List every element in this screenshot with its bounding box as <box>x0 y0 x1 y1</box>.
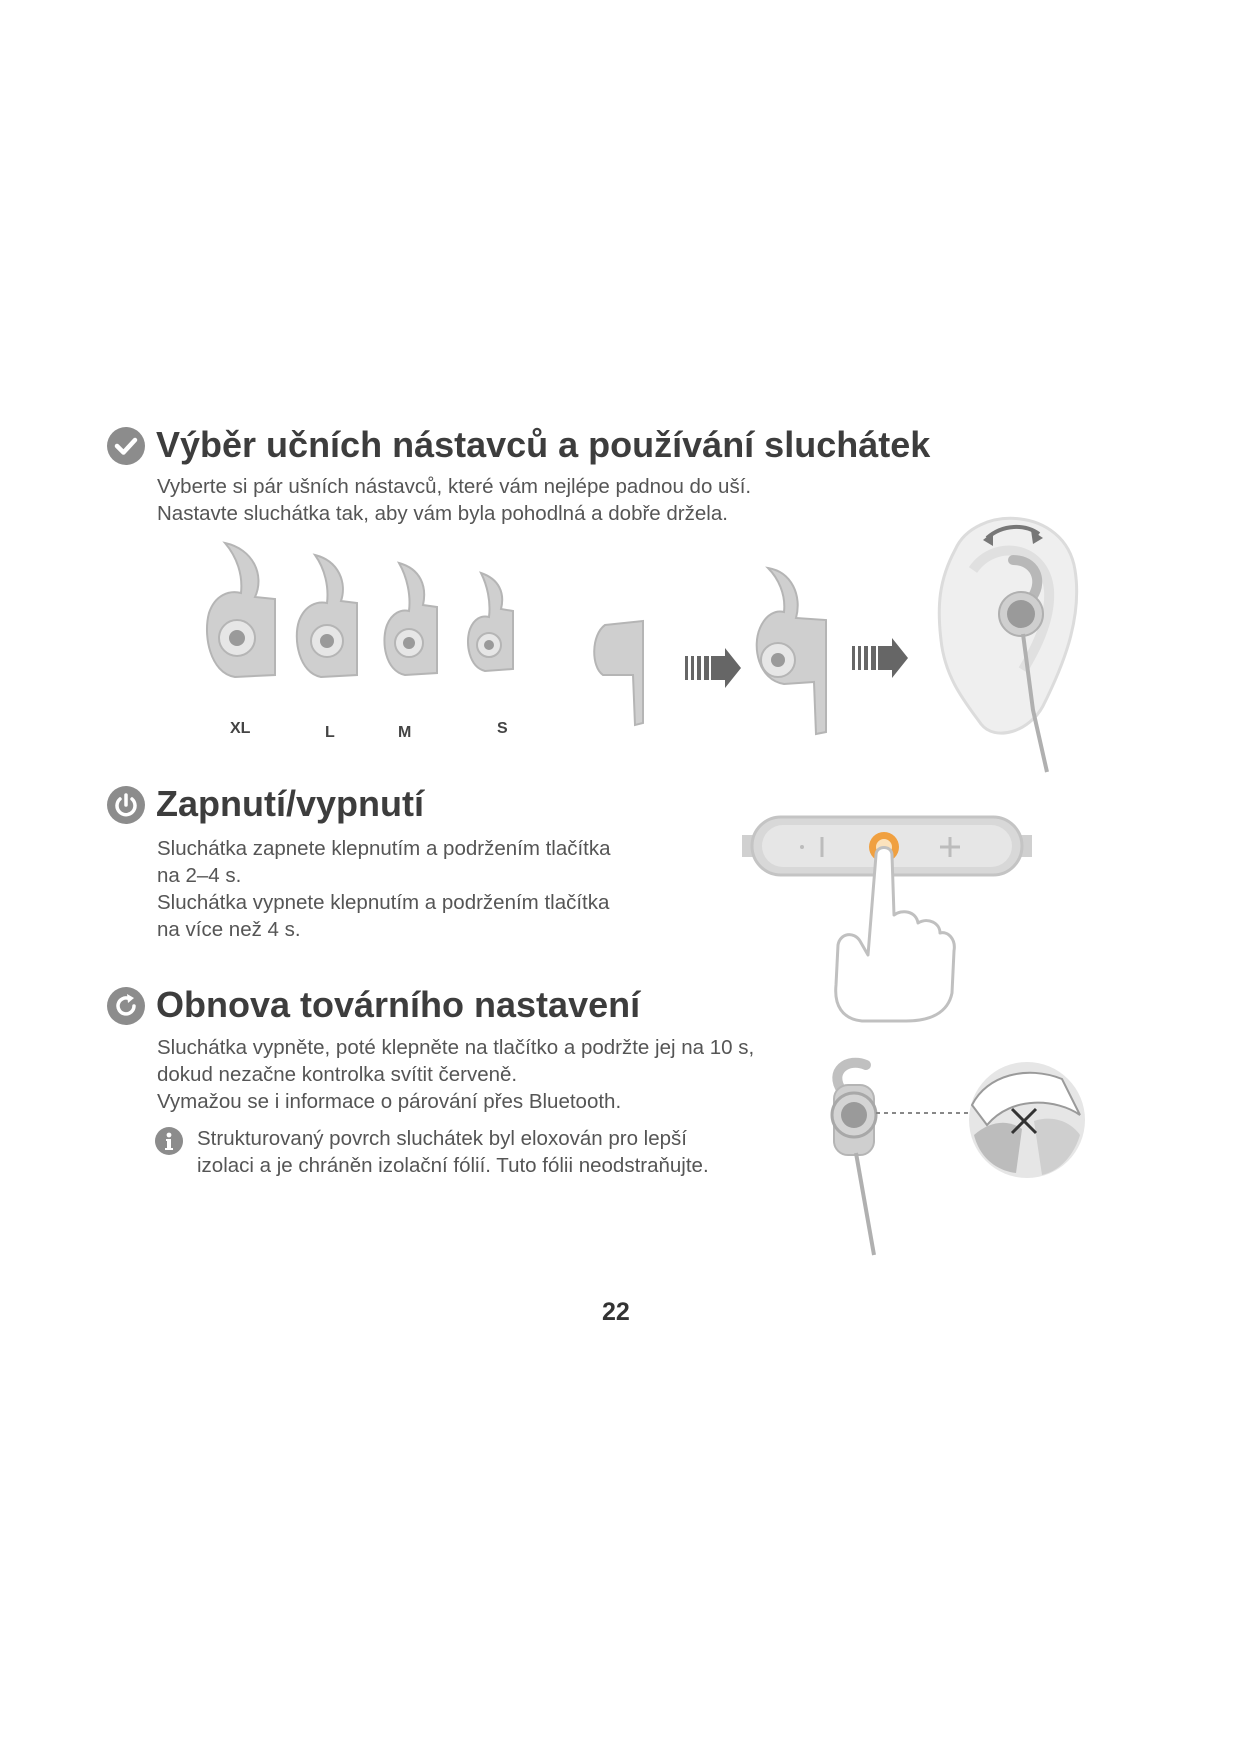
arrow-right-icon <box>852 638 912 678</box>
page-number: 22 <box>602 1298 630 1326</box>
text-line: Vymažou se i informace o párování přes Bluetooth. <box>157 1090 622 1113</box>
section-title-power: Zapnutí/vypnutí <box>156 783 424 824</box>
reset-icon <box>107 987 145 1025</box>
section-text-eartips <box>157 473 751 527</box>
note-line: Strukturovaný povrch sluchátek byl eloxován pro lepší <box>197 1127 687 1150</box>
section-title-eartips: Výběr učních nástavců a používání sluchátek <box>156 424 931 465</box>
power-icon <box>107 786 145 824</box>
remote-press-illustration <box>742 815 1032 1025</box>
text-line: Sluchátka zapnete klepnutím a podržením tlačítka <box>157 837 611 860</box>
info-icon <box>155 1127 183 1155</box>
check-circle-icon <box>107 427 145 465</box>
text-line: na více než 4 s. <box>157 918 301 941</box>
section-text-factory-reset <box>157 1034 754 1115</box>
text-line: Vyberte si pár ušních nástavců, které vám nejlépe padnou do uší. <box>157 475 752 498</box>
arrow-right-icon <box>685 648 745 688</box>
text-line: Sluchátka vypněte, poté klepněte na tlačítko a podržte jej na 10 s, <box>157 1036 755 1059</box>
note-line: izolaci a je chráněn izolační fólií. Tuto fólii neodstraňujte. <box>197 1154 709 1177</box>
text-line: dokud nezačne kontrolka svítit červeně. <box>157 1063 518 1086</box>
size-label-s: S <box>497 720 508 737</box>
text-line: na 2–4 s. <box>157 864 242 887</box>
section-text-power <box>157 835 611 943</box>
size-label-m: M <box>398 724 412 741</box>
ear-with-earbud-illustration <box>925 510 1085 780</box>
earbud-film-illustration <box>812 1055 1092 1265</box>
earbud-assembled-illustration <box>748 562 848 742</box>
size-label-xl: XL <box>230 720 251 737</box>
eartips-sizes-illustration <box>195 535 755 715</box>
text-line: Sluchátka vypnete klepnutím a podržením tlačítka <box>157 891 610 914</box>
text-line: Nastavte sluchátka tak, aby vám byla pohodlná a dobře držela. <box>157 502 728 525</box>
section-title-factory-reset: Obnova továrního nastavení <box>156 984 641 1025</box>
size-label-l: L <box>325 724 335 741</box>
